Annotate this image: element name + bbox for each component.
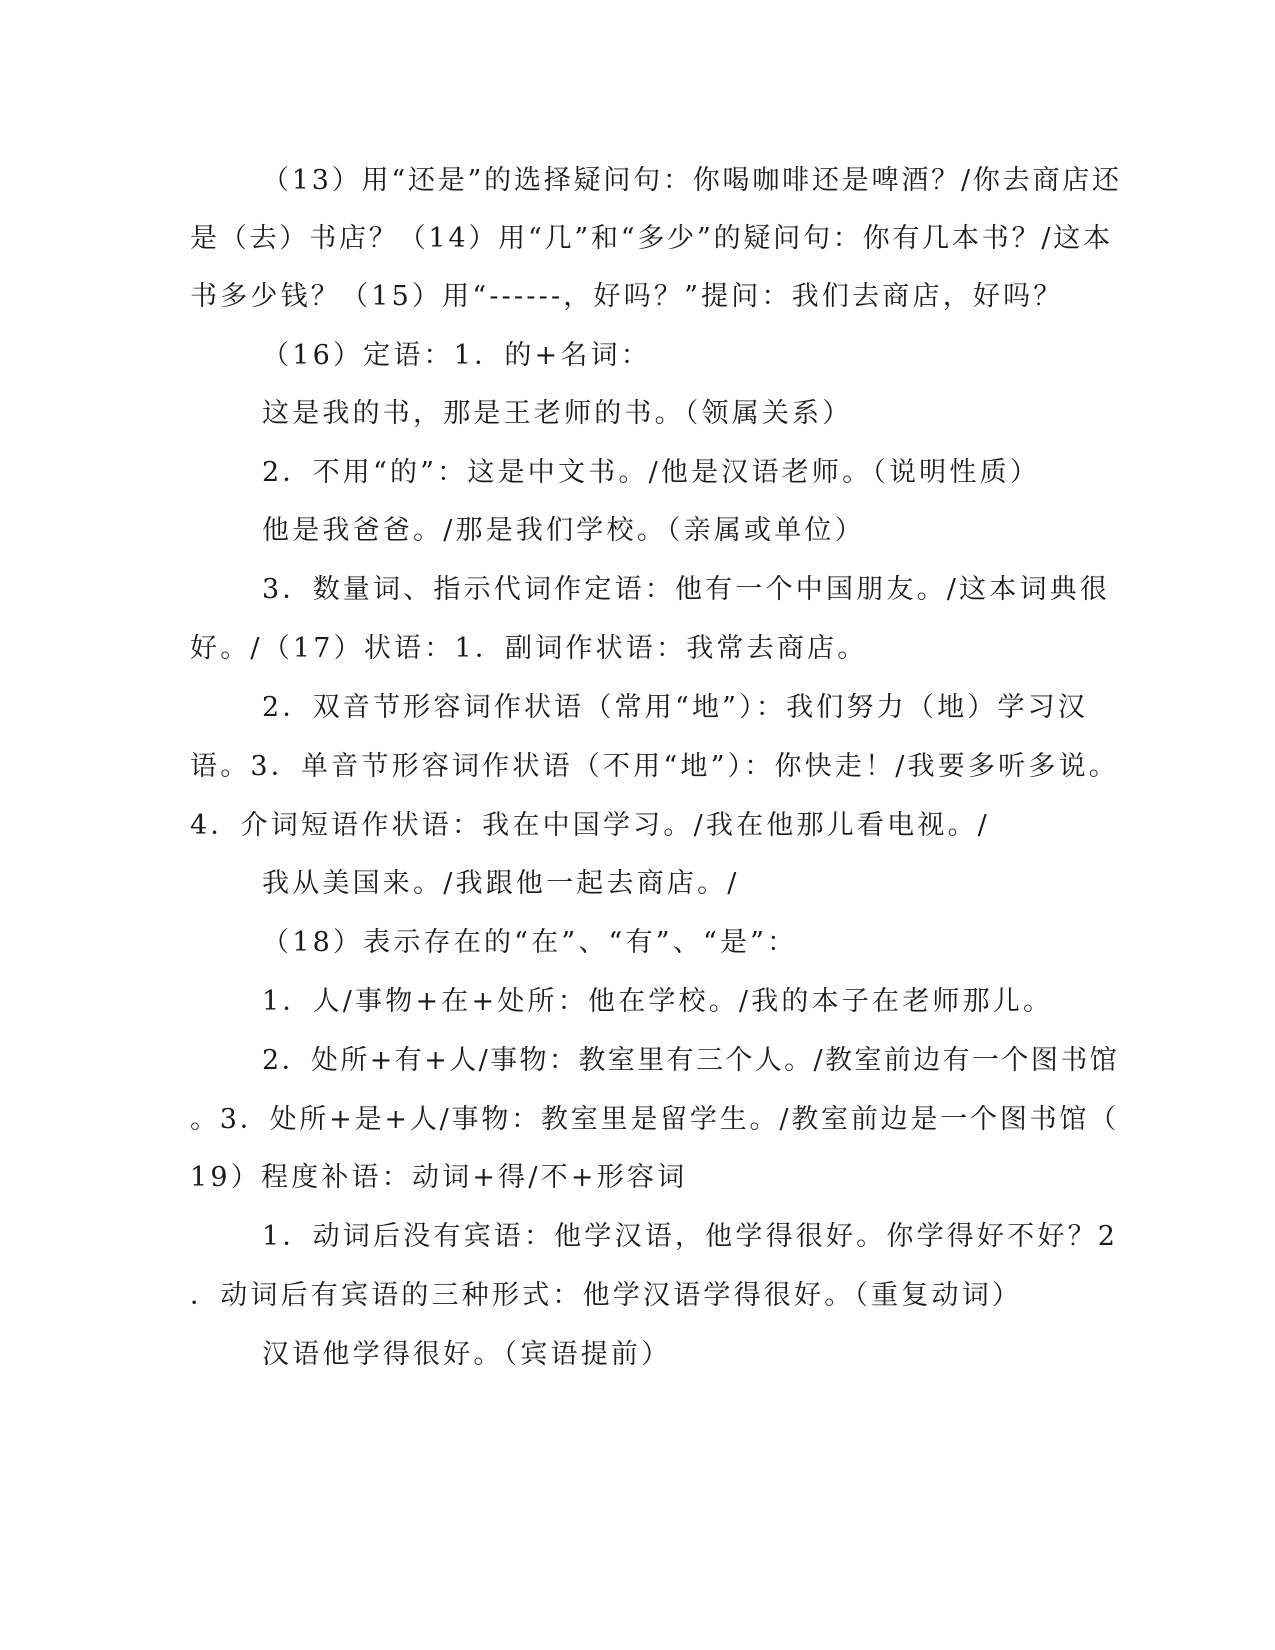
text-line: （18）表示存在的“在”、“有”、“是”： xyxy=(262,927,798,958)
text-line: 1．人/事物+在+处所：他在学校。/我的本子在老师那儿。 xyxy=(262,986,1054,1017)
text-line: 。3．处所+是+人/事物：教室里是留学生。/教室前边是一个图书馆（ xyxy=(190,1104,1120,1135)
text-line: 19）程度补语：动词+得/不+形容词 xyxy=(190,1162,688,1193)
text-line: 他是我爸爸。/那是我们学校。（亲属或单位） xyxy=(262,515,865,546)
text-line: 这是我的书，那是王老师的书。（领属关系） xyxy=(262,398,853,429)
text-line: 1．动词后没有宾语：他学汉语，他学得很好。你学得好不好？2 xyxy=(262,1221,1119,1252)
text-line: （13）用“还是”的选择疑问句：你喝咖啡还是啤酒？/你去商店还 xyxy=(262,165,1122,196)
text-line: ．动词后有宾语的三种形式：他学汉语学得很好。（重复动词） xyxy=(190,1280,1023,1311)
text-line: 3．数量词、指示代词作定语：他有一个中国朋友。/这本词典很 xyxy=(262,574,1111,605)
text-line: （16）定语：1．的+名词： xyxy=(262,340,651,371)
text-line: 2．双音节形容词作状语（常用“地”）：我们努力（地）学习汉 xyxy=(262,692,1089,723)
text-line: 语。3．单音节形容词作状语（不用“地”）：你快走！/我要多听多说。 xyxy=(190,751,1119,782)
text-line: 我从美国来。/我跟他一起去商店。/ xyxy=(262,868,740,899)
text-line: 2．不用“的”：这是中文书。/他是汉语老师。（说明性质） xyxy=(262,457,1040,488)
text-line: 书多少钱？（15）用“------，好吗？”提问：我们去商店，好吗？ xyxy=(190,281,1064,312)
text-line: 4．介词短语作状语：我在中国学习。/我在他那儿看电视。/ xyxy=(190,810,990,841)
text-line: 汉语他学得很好。（宾语提前） xyxy=(262,1339,672,1370)
text-line: 2．处所+有+人/事物：教室里有三个人。/教室前边有一个图书馆 xyxy=(262,1045,1120,1076)
text-line: 好。/（17）状语：1．副词作状语：我常去商店。 xyxy=(190,633,868,664)
text-line: 是（去）书店？（14）用“几”和“多少”的疑问句：你有几本书？/这本 xyxy=(190,223,1113,254)
